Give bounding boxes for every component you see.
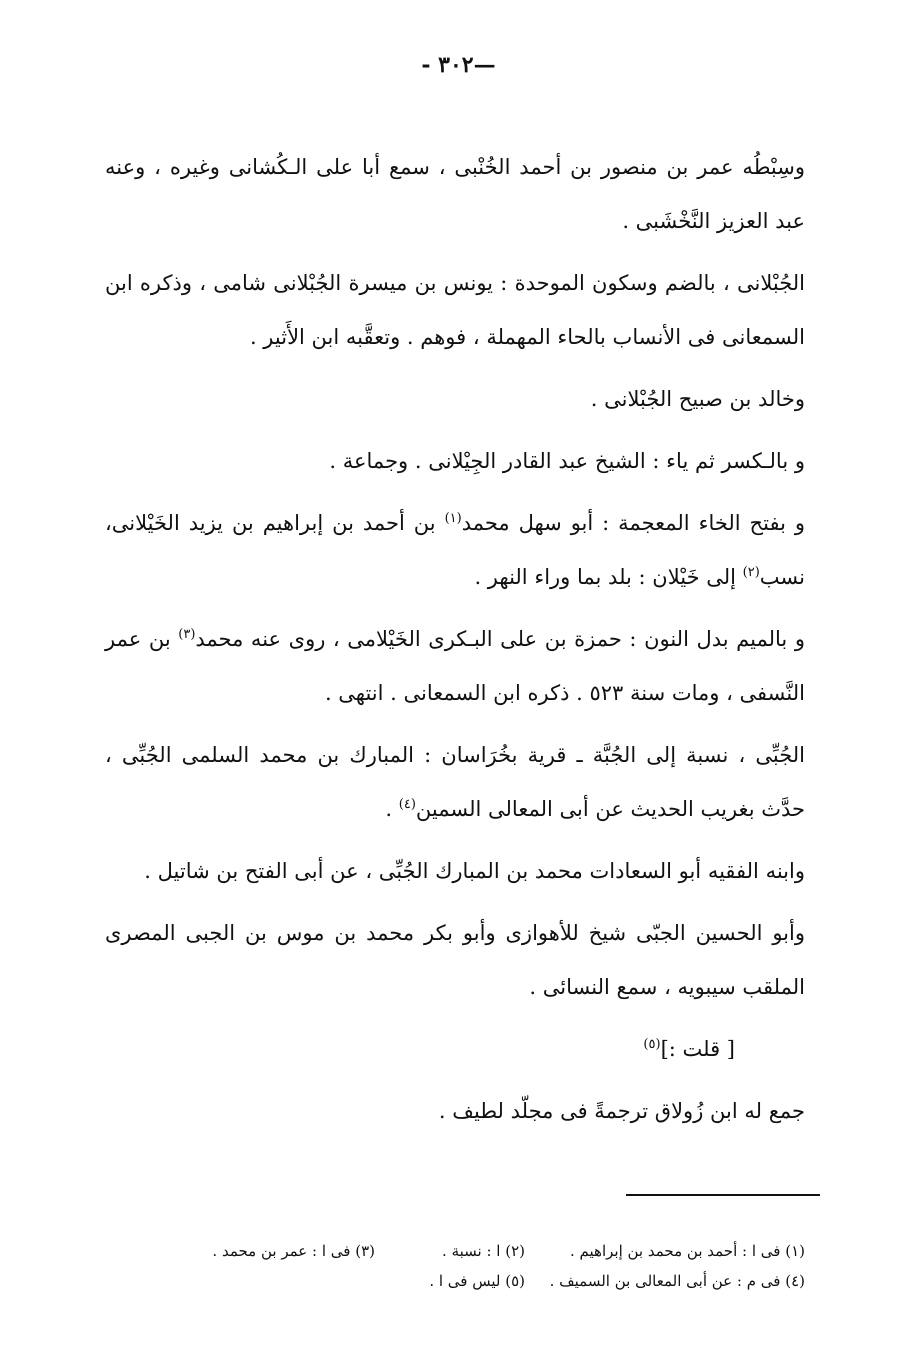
paragraph-2: الجُبْلانى ، بالضم وسكون الموحدة : يونس بن ميسرة الجُبْلانى شامى ، وذكره ابن السمعانى فى الأنساب بالحاء المهملة ، فوهم . وتعقَّبه ابن الأَثير . [105, 271, 805, 349]
paragraph-5-part-1: و بفتح الخاء المعجمة : أبو سهل محمد [461, 511, 805, 535]
paragraph-3: وخالد بن صبيح الجُبْلانى . [590, 387, 805, 411]
paragraph-5-part-2: بن أحمد بن إبراهيم بن يزيد الخَيْلانى، نسب [105, 511, 805, 589]
footnote-ref-4: (٤) [398, 797, 416, 812]
paragraph-6 [105, 612, 805, 720]
footnote-ref-3: (٣) [178, 627, 196, 642]
footnote-5: (٥) ليس فى ا . [429, 1272, 525, 1290]
paragraph-5-part-3: إلى خَيْلان : بلد بما وراء النهر . [474, 565, 743, 589]
footnote-row-2 [105, 1266, 805, 1296]
qalat-label: [ قلت :] [660, 1037, 735, 1061]
paragraph-1: وسِبْطُه عمر بن منصور بن أحمد الخُنْبى ، سمع أبا على الـكُشانى وغيره ، وعنه عبد العزيز النَّخْشَبى . [105, 155, 805, 233]
paragraph-7-part-1: الجُبِّى ، نسبة إلى الجُبَّة ـ قرية بخُرَاسان : المبارك بن محمد السلمى الجُبِّى ، حدَّث بغريب الحديث عن أبى المعالى السمين [105, 743, 805, 821]
footnotes [105, 1236, 805, 1296]
paragraph-6-part-2: بن عمر النَّسفى ، ومات سنة ٥٢٣ . ذكره ابن السمعانى . انتهى . [105, 627, 805, 705]
footnote-1: (١) فى ا : أحمد بن محمد بن إبراهيم . [570, 1242, 805, 1260]
footnote-row-1 [105, 1236, 805, 1266]
paragraph-10 [105, 1022, 805, 1076]
paragraph-4: و بالـكسر ثم ياء : الشيخ عبد القادر الجِيْلانى . وجماعة . [329, 449, 805, 473]
paragraph-5 [105, 496, 805, 604]
footnote-2: (٢) ا : نسبة . [442, 1242, 525, 1260]
footnote-ref-1: (١) [444, 511, 462, 526]
footnote-ref-5: (٥) [643, 1037, 661, 1052]
page-number: —٣٠٢ - [421, 52, 496, 78]
footnote-ref-2: (٢) [742, 565, 760, 580]
footnote-4: (٤) فى م : عن أبى المعالى بن السميف . [549, 1272, 805, 1290]
paragraph-7 [105, 728, 805, 836]
paragraph-7-part-2: . [385, 797, 399, 821]
footnote-3: (٣) فى ا : عمر بن محمد . [212, 1242, 375, 1260]
main-text [105, 140, 805, 1146]
paragraph-6-part-1: و بالميم بدل النون : حمزة بن على البـكرى الخَيْلامى ، روى عنه محمد [195, 627, 805, 651]
paragraph-9: وأبو الحسين الجبّى شيخ للأهوازى وأبو بكر محمد بن موس بن الجبى المصرى الملقب سيبويه ، سمع النسائى . [105, 921, 805, 999]
paragraph-11: جمع له ابن زُولاق ترجمةً فى مجلّد لطيف . [438, 1099, 805, 1123]
footnote-separator [626, 1194, 820, 1196]
paragraph-8: وابنه الفقيه أبو السعادات محمد بن المبارك الجُبِّى ، عن أبى الفتح بن شاتيل . [144, 859, 805, 883]
